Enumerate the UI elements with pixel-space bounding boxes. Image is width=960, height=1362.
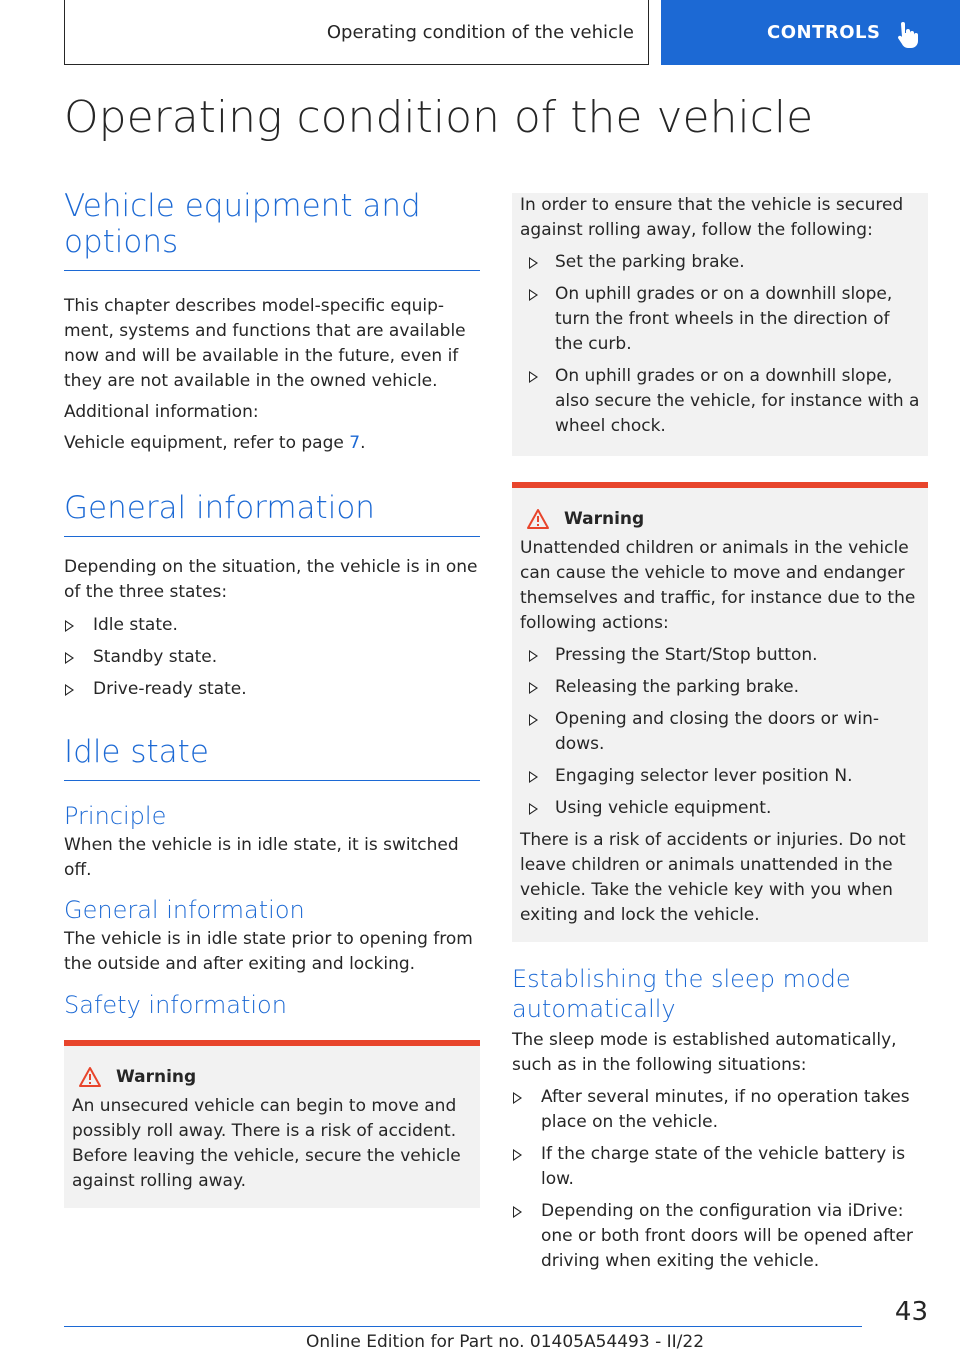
right-column — [512, 193, 928, 1281]
principle-body: When the vehicle is in idle state, it is switched off. — [64, 835, 459, 880]
bullet-triangle-icon — [513, 1149, 522, 1161]
equip-reference — [64, 431, 480, 456]
bullet-triangle-icon — [529, 771, 538, 783]
footer-edition: Online Edition for Part no. 01405A54493 - II/22 — [306, 1332, 705, 1352]
bullet-triangle-icon — [529, 371, 538, 383]
page-number: 43 — [894, 1297, 928, 1327]
bullet-triangle-icon — [513, 1092, 522, 1104]
heading-idle-general-information: General information — [64, 896, 305, 924]
equip-additional: Additional information: — [64, 402, 259, 422]
bullet-triangle-icon — [65, 684, 74, 696]
bullet-triangle-icon — [529, 289, 538, 301]
list-item: On uphill grades or on a downhill slope, also secure the vehicle, for instance with a wheel chock. — [520, 364, 920, 439]
bullet-triangle-icon — [529, 682, 538, 694]
general-body: Depending on the situation, the vehicle is in one of the three states: — [64, 557, 478, 602]
secure-list — [520, 250, 920, 439]
idle-general-body: The vehicle is in idle state prior to opening from the outside and after exiting and locking. — [64, 929, 473, 974]
warning-label: Warning — [564, 509, 645, 529]
list-item: Using vehicle equipment. — [520, 796, 920, 821]
warning-box-unattended — [512, 482, 928, 942]
list-item: After several minutes, if no operation takes place on the vehicle. — [512, 1085, 928, 1135]
warning-label: Warning — [116, 1067, 197, 1087]
warning-header — [512, 508, 920, 530]
bullet-triangle-icon — [65, 652, 74, 664]
header-chapter-label: CONTROLS — [767, 22, 881, 43]
list-item: If the charge state of the vehicle battery is low. — [512, 1142, 928, 1192]
page-title: Operating condition of the vehicle — [64, 92, 814, 143]
warning-triangle-icon — [526, 508, 550, 530]
bullet-triangle-icon — [529, 714, 538, 726]
header-section-title-text: Operating condition of the vehicle — [326, 21, 634, 43]
heading-vehicle-equipment: Vehicle equipment and options — [64, 188, 480, 271]
list-item: Pressing the Start/Stop button. — [520, 643, 920, 668]
list-item: Set the parking brake. — [520, 250, 920, 275]
warning-closing: There is a risk of accidents or injuries. Do not leave children or animals unattended in the vehicle. Take the vehicle key with you when exiting and lock the vehicle. — [520, 830, 906, 925]
equip-ref-page-link[interactable]: 7 — [349, 433, 361, 453]
states-list — [64, 613, 480, 702]
bullet-triangle-icon — [65, 620, 74, 632]
bullet-triangle-icon — [529, 257, 538, 269]
list-item: Idle state. — [64, 613, 480, 638]
hand-pointing-icon — [895, 22, 919, 48]
sleep-body: The sleep mode is established automatically, such as in the following situations: — [512, 1030, 897, 1075]
bullet-triangle-icon — [529, 803, 538, 815]
warning-header — [64, 1066, 472, 1088]
left-column — [64, 188, 480, 1208]
bullet-triangle-icon — [529, 650, 538, 662]
heading-idle-state: Idle state — [64, 734, 480, 781]
list-item: Drive-ready state. — [64, 677, 480, 702]
warning-triangle-icon — [78, 1066, 102, 1088]
warning-box-unsecured — [64, 1040, 480, 1208]
list-item: Opening and closing the doors or win-dows. — [520, 707, 920, 757]
footer-divider — [64, 1326, 862, 1327]
equip-body: This chapter describes model-specific equip-ment, systems and functions that are available now and will be available in the future, even if they are not available in the owned vehicle. — [64, 296, 466, 391]
heading-sleep-mode: Establishing the sleep mode automatically — [512, 965, 851, 1023]
header-section-title — [64, 0, 649, 65]
list-item: On uphill grades or on a downhill slope, turn the front wheels in the direction of the curb. — [520, 282, 920, 357]
equip-ref-text: Vehicle equipment, refer to page — [64, 433, 350, 453]
equip-ref-end: . — [360, 433, 366, 453]
list-item: Depending on the configuration via iDrive: one or both front doors will be opened after driving when exiting the vehicle. — [512, 1199, 928, 1274]
sleep-list — [512, 1085, 928, 1274]
header-chapter-tab[interactable] — [661, 0, 960, 65]
heading-general-information: General information — [64, 490, 480, 537]
list-item: Releasing the parking brake. — [520, 675, 920, 700]
list-item: Engaging selector lever position N. — [520, 764, 920, 789]
list-item: Standby state. — [64, 645, 480, 670]
secure-intro: In order to ensure that the vehicle is secured against rolling away, follow the following: — [520, 195, 904, 240]
warning-body: An unsecured vehicle can begin to move and possibly roll away. There is a risk of accident. Before leaving the vehicle, secure the vehicle against rolling away. — [72, 1096, 461, 1191]
heading-principle: Principle — [64, 802, 167, 830]
bullet-triangle-icon — [513, 1206, 522, 1218]
warning-actions-list — [520, 643, 920, 821]
heading-safety-information: Safety information — [64, 991, 287, 1019]
warning-body: Unattended children or animals in the vehicle can cause the vehicle to move and endanger themselves and traffic, for instance due to the following actions: — [520, 538, 916, 633]
secure-box — [512, 193, 928, 456]
